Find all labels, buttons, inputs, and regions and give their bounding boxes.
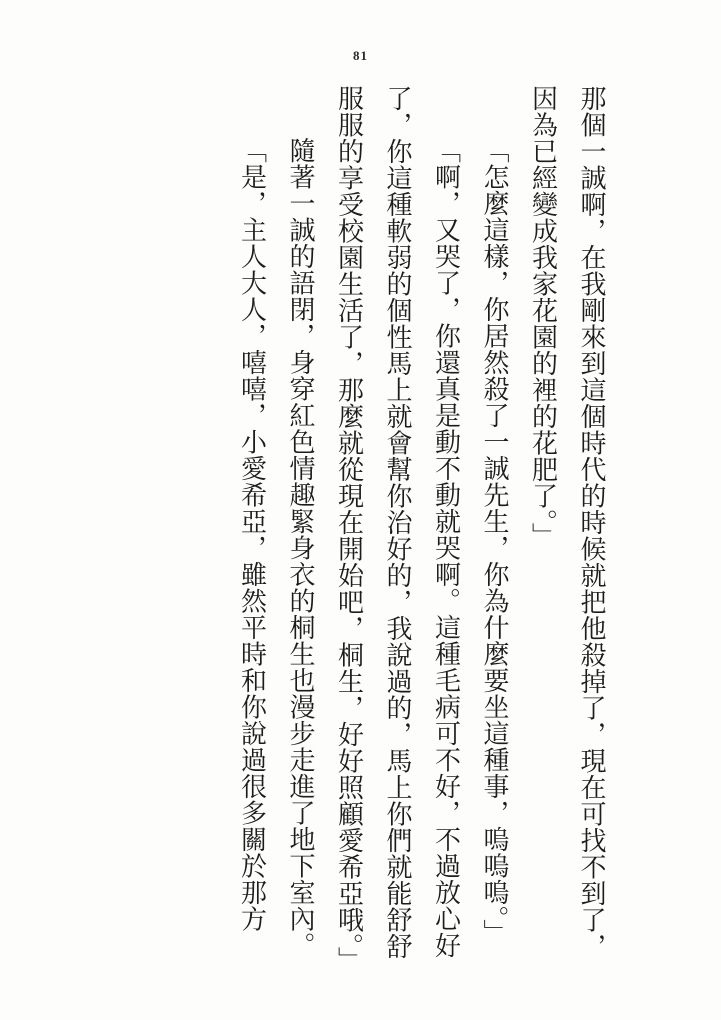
page-number: 81 <box>353 48 368 63</box>
paragraph-5: 「是，主人大人，嘻嘻，小愛希亞，雖然平時和你說過很多關於那方 <box>237 137 267 932</box>
text-block <box>131 85 615 973</box>
paragraph-3: 「啊，又哭了，你還真是動不動就哭啊。這種毛病可不好，不過放心好了，你這種軟弱的個性馬上就會幫你治好的，我說過的，馬上你們就能舒舒服服的享受校園生活了，那麼就從現在開始吧，桐生，好好照顧愛希亞哦。」 <box>334 85 461 973</box>
paragraph-4: 隨著一誠的語閉，身穿紅色情趣緊身衣的桐生也漫步走進了地下室內。 <box>286 137 315 959</box>
paragraph-1: 那個一誠啊，在我剛來到這個時代的時候就把他殺掉了，現在可找不到了，因為已經變成我家花園的裡的花肥了。」 <box>528 85 606 960</box>
paragraph-2: 「怎麼這樣，你居然殺了一誠先生，你為什麼要坐這種事，嗚嗚嗚。」 <box>480 137 509 946</box>
